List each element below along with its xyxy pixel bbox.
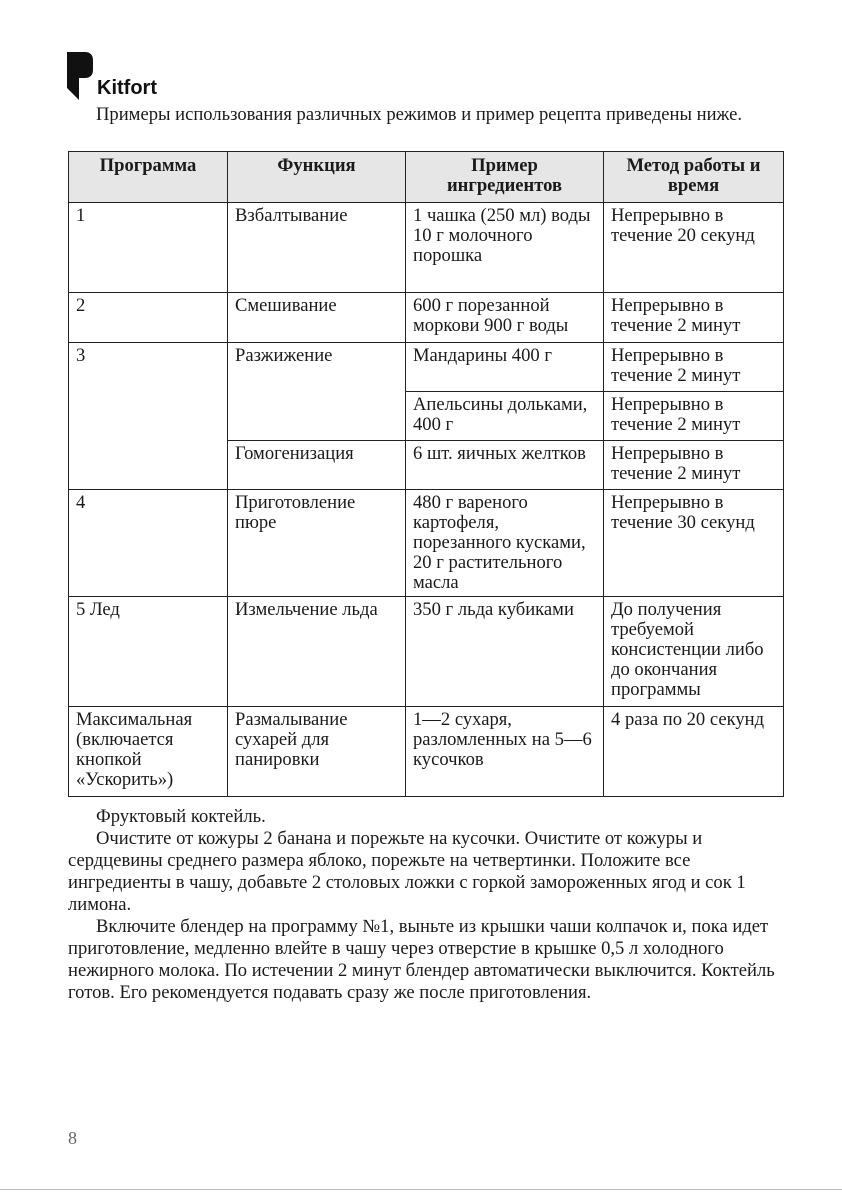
intro-paragraph: Примеры использования различных режимов и пример рецепта приведены ниже.: [96, 104, 743, 125]
intro-text: [68, 104, 784, 126]
cell-ingredients: 480 г вареного картофеля, порезанного кусками, 20 г растительного масла: [406, 490, 604, 597]
recipe-section: [68, 806, 784, 1004]
cell-ingredients: Мандарины 400 г: [406, 343, 604, 392]
cell-method: Непрерывно в течение 2 минут: [604, 392, 784, 441]
cell-method: Непрерывно в течение 2 минут: [604, 441, 784, 490]
cell-ingredients: 350 г льда кубиками: [406, 597, 604, 707]
header-ingredients: Пример ингредиентов: [406, 152, 604, 203]
recipe-title: Фруктовый коктейль.: [96, 806, 266, 827]
table-row: [69, 597, 784, 707]
cell-ingredients: 1 чашка (250 мл) воды 10 г молочного порошка: [406, 203, 604, 293]
brand-name: Kitfort: [97, 77, 157, 99]
table-row: [69, 203, 784, 293]
cell-function: Взбалтывание: [228, 203, 406, 293]
programs-table: [68, 151, 784, 797]
table-row: [69, 343, 784, 392]
table-row: [69, 490, 784, 597]
header-method: Метод работы и время: [604, 152, 784, 203]
cell-program: Максимальная (включается кнопкой «Ускорить»): [69, 707, 228, 797]
cell-function: Разжижение: [228, 343, 406, 441]
cell-method: Непрерывно в течение 20 секунд: [604, 203, 784, 293]
kitfort-logo: [67, 52, 177, 100]
recipe-paragraph-2: Включите блендер на программу №1, выньте из крышки чаши колпачок и, пока идет приготовление, медленно влейте в чашу через отверстие в крышке 0,5 л холодного нежирного молока. По истечении 2 минут блендер автоматически выключится. Коктейль готов. Его рекомендуется подавать сразу же после приготовления.: [68, 916, 775, 1003]
cell-program: 5 Лед: [69, 597, 228, 707]
cell-function: Размалывание сухарей для панировки: [228, 707, 406, 797]
cell-program: 3: [69, 343, 228, 490]
cell-method: 4 раза по 20 секунд: [604, 707, 784, 797]
page-number: 8: [68, 1128, 77, 1148]
recipe-paragraph-1: Очистите от кожуры 2 банана и порежьте на кусочки. Очистите от кожуры и сердцевины среднего размера яблоко, порежьте на четвертинки. Положите все ингредиенты в чашу, добавьте 2 столовых ложки с горкой замороженных ягод и сок 1 лимона.: [68, 828, 746, 915]
cell-ingredients: 600 г порезанной моркови 900 г воды: [406, 293, 604, 343]
cell-method: Непрерывно в течение 30 секунд: [604, 490, 784, 597]
cell-method: Непрерывно в течение 2 минут: [604, 343, 784, 392]
cell-function: Смешивание: [228, 293, 406, 343]
header-function: Функция: [228, 152, 406, 203]
cell-function: Приготовление пюре: [228, 490, 406, 597]
kitfort-logo-icon: [67, 52, 93, 100]
cell-program: 4: [69, 490, 228, 597]
cell-ingredients: Апельсины дольками, 400 г: [406, 392, 604, 441]
cell-ingredients: 6 шт. яичных желтков: [406, 441, 604, 490]
cell-method: Непрерывно в течение 2 минут: [604, 293, 784, 343]
cell-function: Гомогенизация: [228, 441, 406, 490]
table-row: [69, 293, 784, 343]
cell-program: 1: [69, 203, 228, 293]
table-header-row: [69, 152, 784, 203]
header-program: Программа: [69, 152, 228, 203]
table-row: [69, 707, 784, 797]
cell-ingredients: 1—2 сухаря, разломленных на 5—6 кусочков: [406, 707, 604, 797]
cell-function: Измельчение льда: [228, 597, 406, 707]
bottom-divider: [0, 1189, 842, 1190]
cell-method: До получения требуемой консистенции либо до окончания программы: [604, 597, 784, 707]
cell-program: 2: [69, 293, 228, 343]
